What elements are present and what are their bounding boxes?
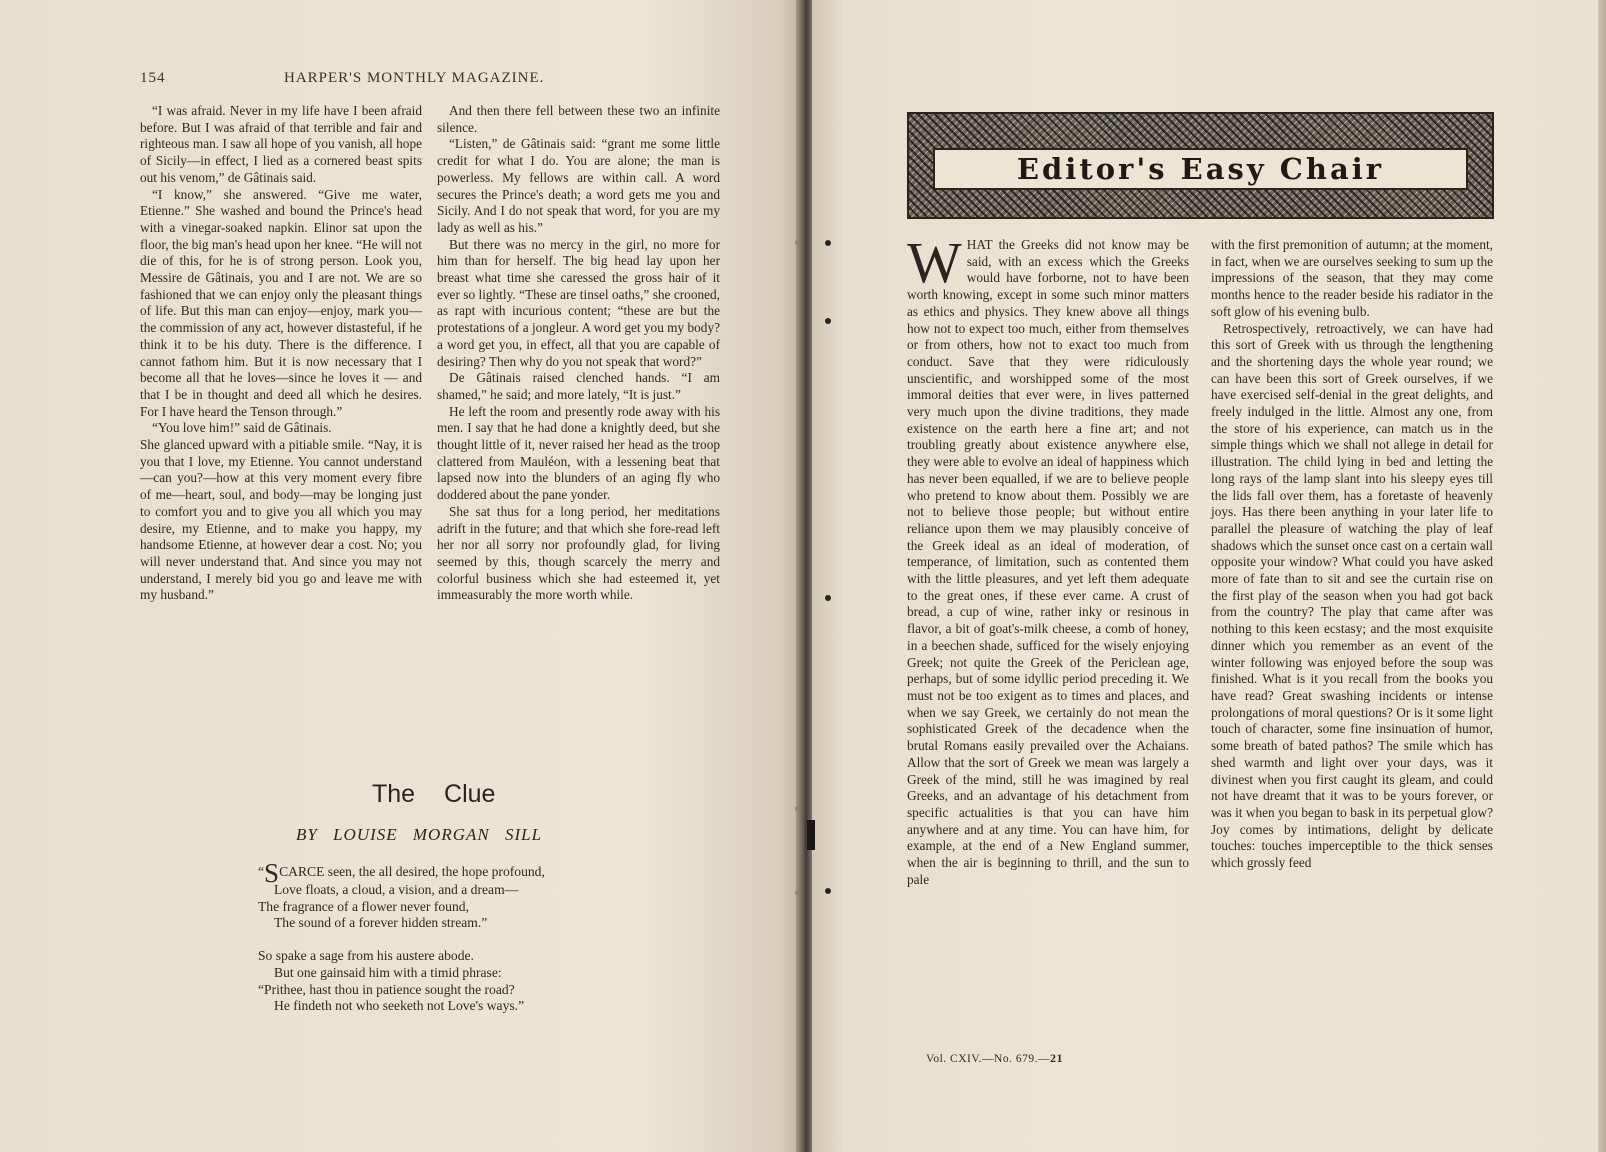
- paragraph: She glanced upward with a pitiable smile. “Nay, it is you that I love, my Etienne. You cannot understand—can you?—how at this very moment every fibre of me—heart, soul, and body—may be longing just to comfort you and to give you all which you may desire, my Etienne, and to make you happy, my handsome Etienne, at however dear a cost. No; you will never understand that. And since you may not understand, I merely bid you go and leave me with my husband.”: [140, 437, 422, 603]
- poem-line: The sound of a forever hidden stream.”: [274, 915, 488, 931]
- margin-dot: [825, 595, 831, 601]
- essay-column-2: [1211, 237, 1493, 872]
- paragraph: And then there fell between these two an infinite silence.: [437, 103, 720, 135]
- poem-byline: BY LOUISE MORGAN SILL: [296, 825, 543, 844]
- stanza-break: [258, 932, 678, 948]
- paragraph: Retrospectively, retroactively, we can have had this sort of Greek with us through the lengthening and the shortening days the whole year round; we can have been this sort of Greek ourselves, if we have exercised self-denial in the great delights, and freely indulged in the little. Almost any one, from the store of his experience, can match us in the simple things which we shall not allege in detail for illustration. The child lying in bed and letting the long rays of the lamp slant into his sleepy eyes till the lids fall over them, has a foretaste of heavenly joys. Has there been anything in your later life to parallel the pleasure of watching the play of leaf shadows which the sunset once cast on a certain wall opposite your window? What could you have asked more of fate than to sit and see the curtain rise on the first play of the season when you had got back from the country? The play that came after was nothing to this keen ecstasy; and the most exquisite dinner which you remember as an event of the winter following was enjoyed before the soup was finished. What is it you recall from the books you have read? Great swashing incidents or intense prolongations of moral questions? Or is it some light touch of character, some fine insinuation of humor, some breath of bated pathos? The smile which has shed warmth and light over your days, was it divinest when you first caught its gleam, and could not have dreamt that it was to be yours forever, or was it when you began to bask in its perpetual glow? Joy comes by intimations, delight by delicate touches: touches imperceptible to the thick senses which grossly feed: [1211, 320, 1493, 871]
- drop-cap: W: [907, 230, 962, 295]
- paragraph: “I know,” she answered. “Give me water, Etienne.” She washed and bound the Prince's head with a vinegar-soaked napkin. Elinor sat upon the floor, the big man's head upon her knee. “He will not die of this, for he is of strong person. Look you, Messire de Gâtinais, you and I are not. We are so fashioned that we can enjoy only the pleasant things of life. But this man can enjoy—enjoy, mark you—the commission of any act, however distasteful, if he think it to be his duty. There is the difference. I cannot fathom him. But it is now necessary that I become all that he loves—since he loves it — and that I be in thought and deed all which he desires. For I have heard the Tenson through.”: [140, 186, 422, 419]
- poem-line: Love floats, a cloud, a vision, and a dream—: [274, 882, 519, 897]
- margin-dot: [825, 240, 831, 246]
- open-quote: “: [258, 864, 265, 879]
- banner-panel: [933, 148, 1468, 190]
- story-column-2: [437, 103, 720, 604]
- margin-dot: [825, 318, 831, 324]
- paragraph: He left the room and presently rode away with his men. I say that he had done a knightly deed, but she thought little of it, never raised her head as the troop clattered from Mauléon, with a lessening beat that lapsed now into the blunders of an aging fly who doddered about the pane yonder.: [437, 403, 720, 503]
- story-column-1: [140, 103, 422, 604]
- signature-number: 21: [1049, 1051, 1063, 1065]
- paragraph: “I was afraid. Never in my life have I been afraid before. But I was afraid of that terrible and fair and righteous man. I saw all hope of you vanish, all hope of Sicily—in effect, I lied as a cornered beast spits out his venom,” de Gâtinais said.: [140, 103, 422, 185]
- poem: [258, 858, 678, 1015]
- poem-line: But one gainsaid him with a timid phrase:: [274, 964, 502, 980]
- poem-drop-letter: S: [264, 858, 280, 888]
- poem-line: He findeth not who seeketh not Love's ways.”: [274, 998, 525, 1014]
- paragraph: De Gâtinais raised clenched hands. “I am shamed,” he said; and more lately, “It is just.”: [437, 370, 720, 402]
- paragraph: [907, 230, 1189, 888]
- binding-hole: [795, 890, 800, 895]
- paragraph: “You love him!” said de Gâtinais.: [152, 420, 332, 436]
- page-number: 154: [140, 70, 166, 86]
- poem-line: “Prithee, hast thou in patience sought the road?: [258, 981, 515, 997]
- binding-hole: [795, 240, 800, 245]
- poem-line-text: CARCE seen, the all desired, the hope profound,: [279, 864, 545, 879]
- poem-line: So spake a sage from his austere abode.: [258, 948, 474, 964]
- margin-dot: [825, 888, 831, 894]
- poem-line: [258, 858, 678, 888]
- page-edge: [1598, 0, 1606, 1152]
- signature-line: [926, 1051, 1063, 1066]
- paragraph: with the first premonition of autumn; at the moment, in fact, when we are ourselves seeking to sum up the impressions of the season, that they may come months hence to the reader beside his radiator in the soft glow of his evening bulb.: [1211, 237, 1493, 319]
- binding-hole: [795, 806, 800, 811]
- paragraph-text: HAT the Greeks did not know may be said, with an excess which the Greeks would have forborne, not to have been worth knowing, except in some such minor matters as ethics and physics. They knew above all things how not to expect too much, either from themselves or from others, how not to exact too much from conduct. Save that they were ridiculously unscientific, and worshipped some of the most immoral deities that ever were, in lives patterned very much upon the divine traditions, they made existence on the earth here a fine art; and not troubling greatly about existence anywhere else, they were able to evolve an ideal of happiness which has never been equalled, if we are to believe people who pretend to know about them. Possibly we are not to believe those people; but without entire reliance upon them we may plausibly conceive of the Greek ideal as an ideal of moderation, of temperance, of limitation, such as contented them with the little pleasures, and yet left them adequate to the great ones, if these ever came. A crust of bread, a cup of wine, rather inky or resinous in flavor, a bit of goat's-milk cheese, a comb of honey, in a beechen shade, sufficed for the wisely enjoying Greek; not quite the Greek of the Periclean age, perhaps, but of some idyllic period preceding it. We must not be too exigent as to times and places, and when we say Greek, we certainly do not mean the sophisticated Greek of the decadence when the brutal Romans easily prevailed over the Achaians. Allow that the sort of Greek we mean was largely a Greek of the mind, still he was imagined by real Greeks, and an advantage of his detachment from specific actualities is that you can have him anywhere and at any time. You can have him, for example, at the end of a New England summer, when the air is beginning to thrill, and the sun to pale: [907, 237, 1189, 887]
- magazine-title: HARPER'S MONTHLY MAGAZINE.: [284, 70, 545, 86]
- section-banner: [907, 112, 1494, 219]
- poem-title: The Clue: [372, 780, 496, 808]
- paragraph: She sat thus for a long period, her meditations adrift in the future; and that which she fore-read left her nor all sorry nor profoundly glad, for living seemed by this, though scarcely the merry and colorful business which she had esteemed it, yet immeasurably the more worth while.: [437, 503, 720, 603]
- binding-clip: [807, 820, 815, 850]
- paragraph: “Listen,” de Gâtinais said: “grant me some little credit for what I do. You are alone; the man is powerless. My fellows are within call. A word secures the Prince's death; a word gets me you and Sicily. And I do not speak that word, for you are my lady as well as his.”: [437, 136, 720, 235]
- paragraph: But there was no mercy in the girl, no more for him than for herself. The big head lay upon her breast what time she caressed the gross hair of it ever so lightly. “These are tinsel oaths,” she crooned, as rapt with incurious content; “these are but the protestations of a jongleur. A word get you my body? a word get you, in effect, all that you are capable of desiring? Then why do you not speak that word?”: [437, 236, 720, 369]
- essay-column-1: [907, 230, 1189, 888]
- signature-text: Vol. CXIV.—No. 679.—: [926, 1053, 1050, 1065]
- poem-line: The fragrance of a flower never found,: [258, 898, 469, 914]
- section-title: Editor's Easy Chair: [1016, 152, 1385, 186]
